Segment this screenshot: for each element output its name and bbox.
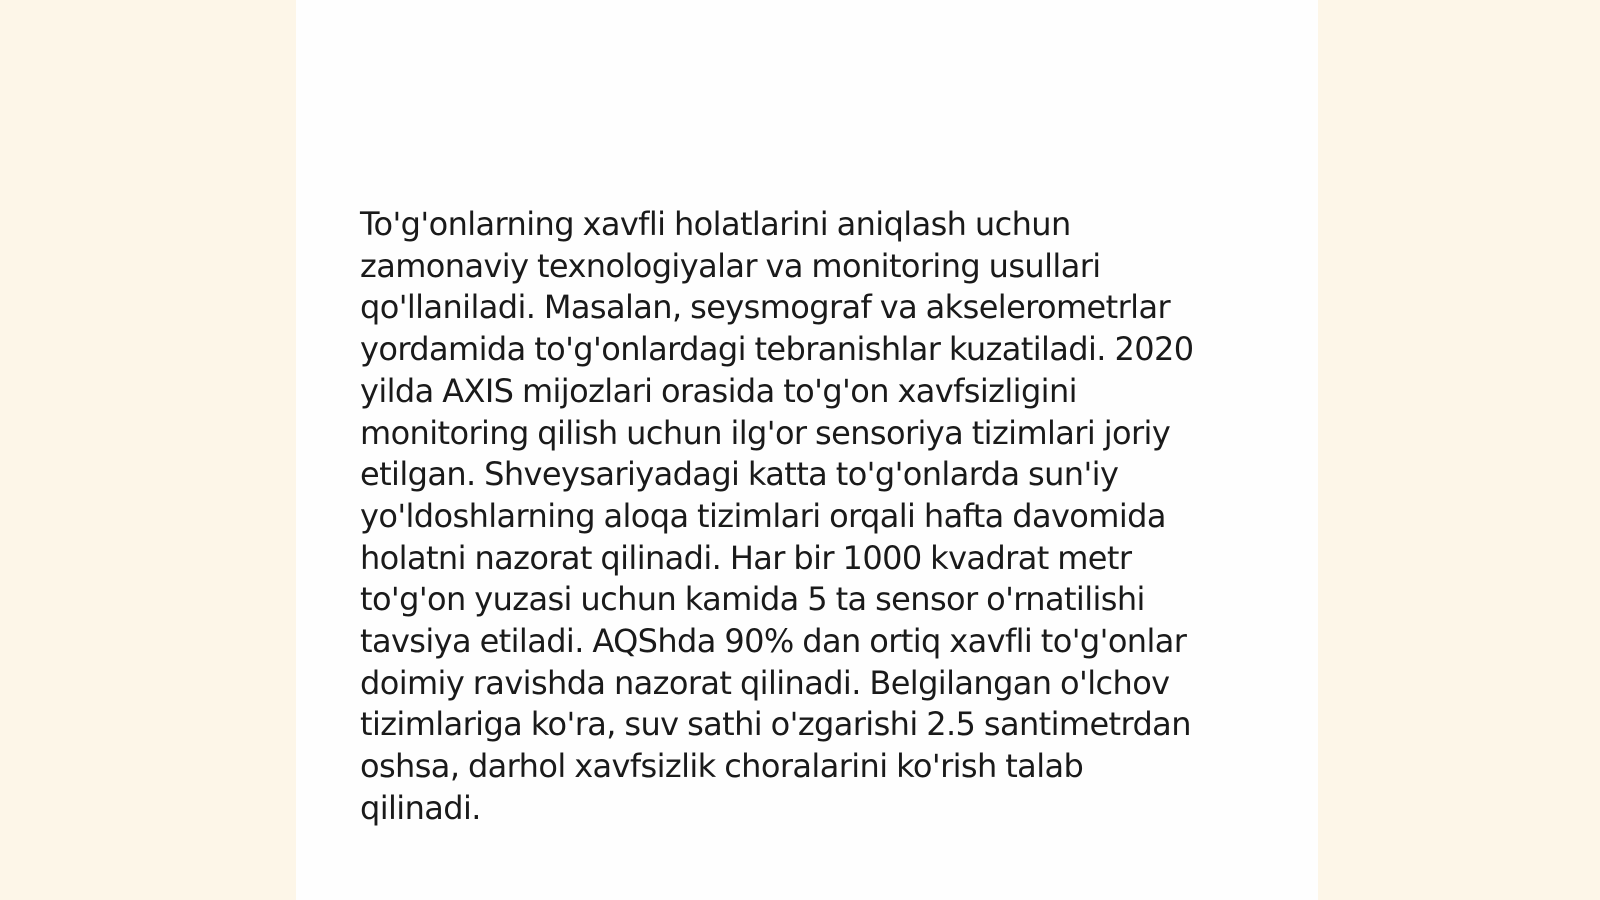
body-paragraph — [360, 204, 1260, 830]
paragraph-line-3: qo'llaniladi. Masalan, seysmograf va akselerometrlar — [360, 288, 1171, 327]
paragraph-line-15: qilinadi. — [360, 788, 481, 827]
paragraph-line-4: yordamida to'g'onlardagi tebranishlar kuzatiladi. 2020 — [360, 330, 1194, 369]
paragraph-line-14: oshsa, darhol xavfsizlik choralarini ko'rish talab — [360, 747, 1084, 786]
paragraph-line-7: etilgan. Shveysariyadagi katta to'g'onlarda sun'iy — [360, 455, 1119, 494]
paragraph-line-1: To'g'onlarning xavfli holatlarini aniqlash uchun — [360, 205, 1071, 243]
paragraph-line-6: monitoring qilish uchun ilg'or sensoriya tizimlari joriy — [360, 413, 1171, 452]
paragraph-line-2: zamonaviy texnologiyalar va monitoring usullari — [360, 246, 1101, 285]
paragraph-line-5: yilda AXIS mijozlari orasida to'g'on xavfsizligini — [360, 371, 1077, 410]
paragraph-line-12: doimiy ravishda nazorat qilinadi. Belgilangan o'lchov — [360, 663, 1170, 702]
paragraph-line-13: tizimlariga ko'ra, suv sathi o'zgarishi 2.5 santimetrdan — [360, 705, 1191, 744]
paragraph-line-11: tavsiya etiladi. AQShda 90% dan ortiq xavfli to'g'onlar — [360, 622, 1187, 661]
document-page — [296, 0, 1318, 900]
paragraph-line-9: holatni nazorat qilinadi. Har bir 1000 kvadrat metr — [360, 538, 1132, 577]
paragraph-line-8: yo'ldoshlarning aloqa tizimlari orqali hafta davomida — [360, 496, 1166, 535]
paragraph-line-10: to'g'on yuzasi uchun kamida 5 ta sensor o'rnatilishi — [360, 580, 1145, 619]
